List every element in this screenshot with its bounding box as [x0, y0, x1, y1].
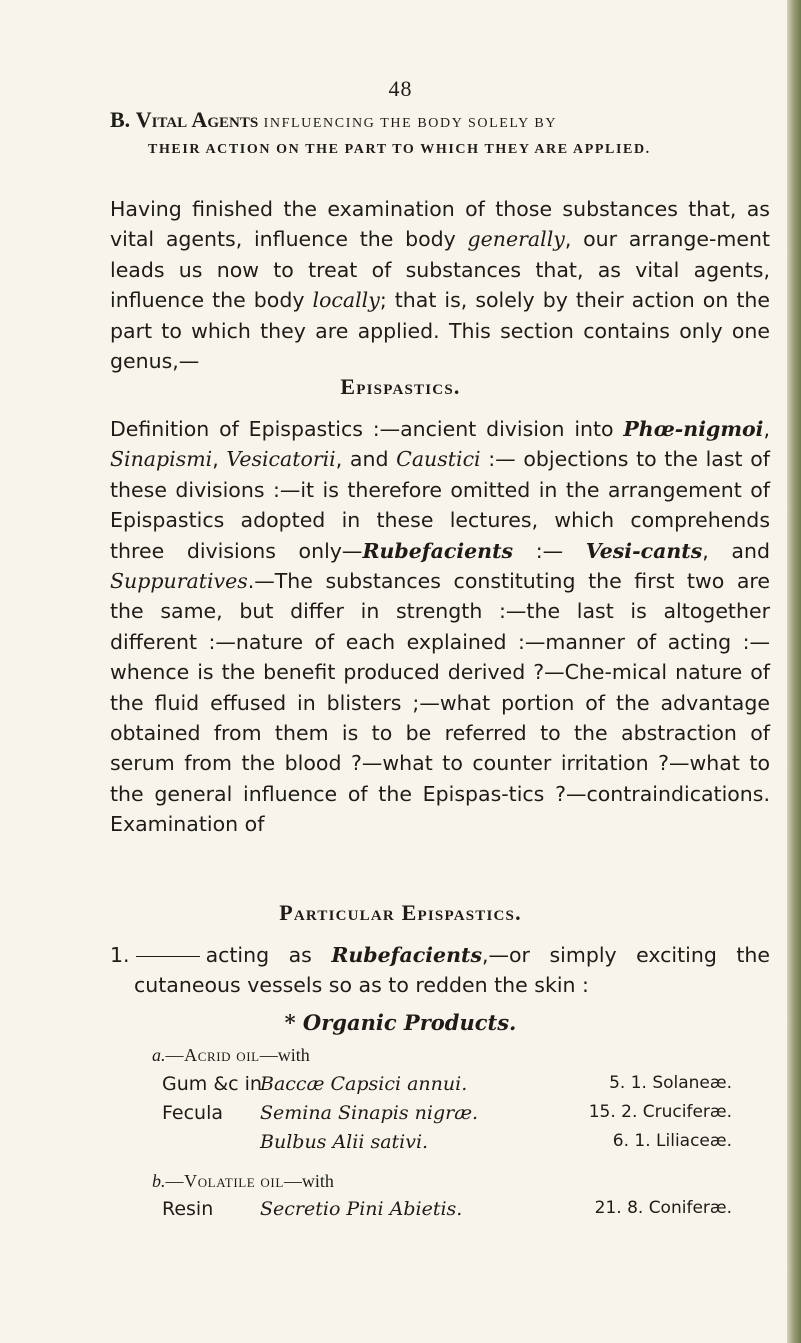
- heading-title-rest: INFLUENCING THE BODY SOLELY BY: [263, 116, 558, 131]
- organic-products-heading: * Organic Products.: [284, 1010, 517, 1035]
- section-heading-b: [110, 105, 770, 161]
- table-row: Resin Secretio Pini Abietis. 21. 8. Coniferæ.: [162, 1198, 732, 1220]
- dash-rule: [136, 956, 200, 957]
- section-title-epispastics: Epispastics.: [340, 374, 461, 399]
- heading-title-caps: Vital Agents: [135, 107, 259, 132]
- group-a-heading: a.—Acrid oil—with: [152, 1045, 310, 1065]
- particular-epispastics-title: Particular Epispastics.: [279, 900, 522, 925]
- page-number: 48: [388, 76, 413, 101]
- emphasis-locally: locally: [312, 288, 380, 313]
- table-row: Fecula Semina Sinapis nigræ. 15. 2. Cruciferæ.: [162, 1102, 732, 1124]
- item-1: 1. acting as Rubefacients,—or simply exciting the cutaneous vessels so as to redden the skin :: [110, 943, 770, 998]
- group-b-heading: b.—Volatile oil—with: [152, 1171, 334, 1191]
- heading-letter: B.: [110, 107, 131, 132]
- page-binding-edge: [787, 0, 801, 1343]
- heading-title-cont: THEIR ACTION ON THE PART TO WHICH THEY ARE APPLIED.: [148, 142, 651, 157]
- item-number: 1.: [110, 943, 130, 967]
- intro-paragraph: Having finished the examination of those substances that, as vital agents, influence the body generally, our arrange-ment leads us now to treat of substances that, as vital agents, influence the body locally; that is, solely by their action on the part to which they are applied. This section contains only one genus,—: [110, 197, 771, 374]
- table-row: Bulbus Alii sativi. 6. 1. Liliaceæ.: [260, 1131, 732, 1153]
- definition-paragraph: Definition of Epispastics :—ancient division into Phœ-nigmoi, Sinapismi, Vesicatorii, and Caustici :— objections to the last of these divisions :—it is therefore omitted in the arrangement of Epispastics adopted in these lectures, which comprehends three divisions only—Rubefacients :— Vesi-cants, and Suppuratives.—The substances constituting the first two are the same, but differ in strength :—the last is altogether different :—nature of each explained :—manner of acting :—whence is the benefit produced derived ?—Che-mical nature of the fluid effused in blisters ;—what portion of the advantage obtained from them is to be referred to the abstraction of serum from the blood ?—what to counter irritation ?—what to the general influence of the Epispas-tics ?—contraindications. Examination of: [110, 417, 770, 837]
- table-row: Gum &c in Baccæ Capsici annui. 5. 1. Solaneæ.: [162, 1073, 732, 1095]
- emphasis-generally: generally: [467, 227, 565, 252]
